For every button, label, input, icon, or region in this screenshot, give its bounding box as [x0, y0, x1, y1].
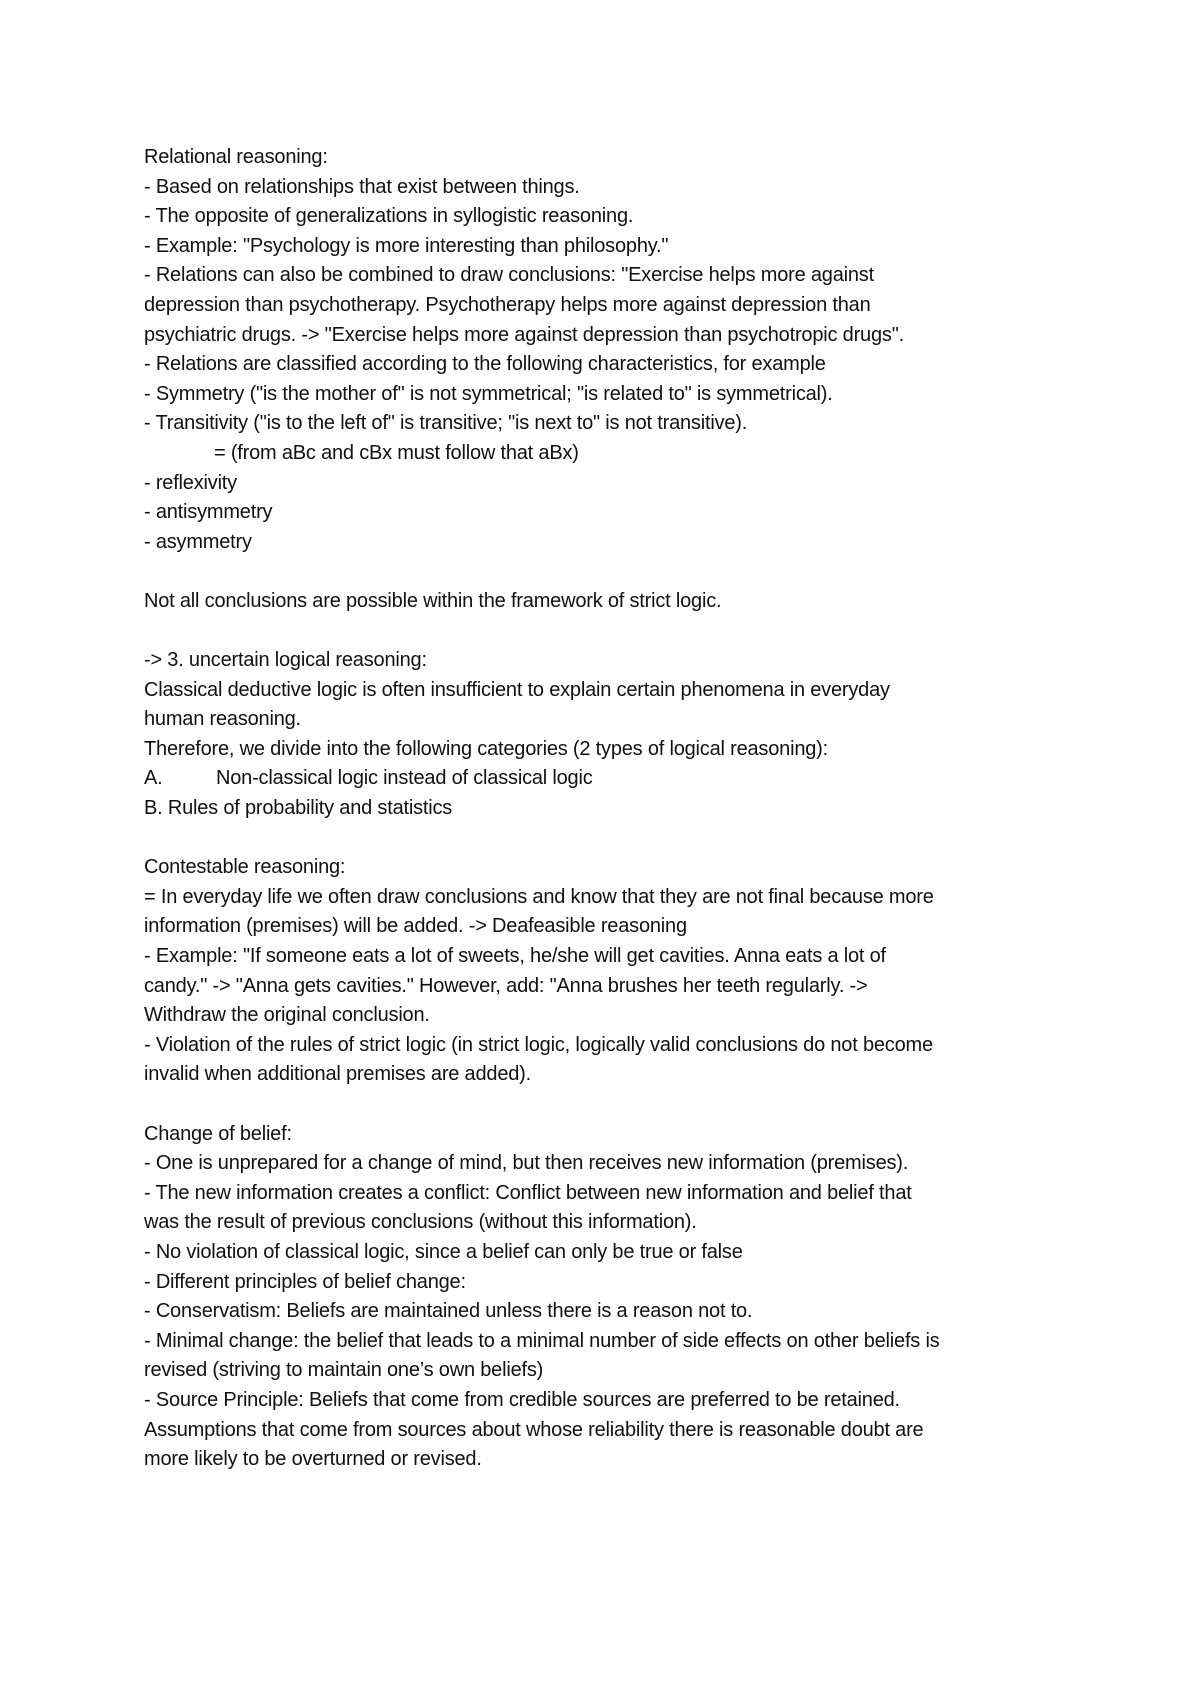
heading-change-of-belief: Change of belief:: [144, 1122, 292, 1145]
relational-line-13: - asymmetry: [144, 530, 252, 553]
belief-line-5: - Different principles of belief change:: [144, 1270, 466, 1293]
uncertain-line-1: Classical deductive logic is often insufficient to explain certain phenomena in everyday: [144, 678, 890, 701]
relational-line-11: - reflexivity: [144, 471, 237, 494]
contestable-line-5: Withdraw the original conclusion.: [144, 1004, 430, 1027]
belief-line-10: Assumptions that come from sources about whose reliability there is reasonable doubt are: [144, 1418, 924, 1441]
contestable-line-7: invalid when additional premises are added).: [144, 1063, 531, 1086]
relational-line-10: = (from aBc and cBx must follow that aBx): [214, 441, 579, 464]
belief-line-9: - Source Principle: Beliefs that come from credible sources are preferred to be retained.: [144, 1388, 900, 1411]
relational-line-1: - Based on relationships that exist between things.: [144, 175, 580, 198]
spacer: [144, 1090, 1074, 1120]
list-item-a: [144, 764, 1074, 794]
spacer: [144, 617, 1074, 647]
contestable-line-6: - Violation of the rules of strict logic (in strict logic, logically valid conclusions do not become: [144, 1033, 933, 1056]
contestable-line-1: = In everyday life we often draw conclusions and know that they are not final because more: [144, 885, 934, 908]
belief-line-6: - Conservatism: Beliefs are maintained unless there is a reason not to.: [144, 1300, 753, 1323]
belief-line-11: more likely to be overturned or revised.: [144, 1448, 482, 1471]
heading-contestable-reasoning: Contestable reasoning:: [144, 856, 346, 879]
list-item-b: B. Rules of probability and statistics: [144, 797, 453, 820]
list-item-a-marker: A.: [144, 767, 163, 790]
belief-line-7: - Minimal change: the belief that leads to a minimal number of side effects on other beliefs is: [144, 1329, 940, 1352]
document-body: [144, 143, 1074, 1475]
spacer: [144, 557, 1074, 587]
uncertain-line-2: human reasoning.: [144, 708, 301, 731]
contestable-line-4: candy." -> "Anna gets cavities." However, add: "Anna brushes her teeth regularly. ->: [144, 974, 868, 997]
relational-line-7: - Relations are classified according to the following characteristics, for example: [144, 353, 826, 376]
relational-line-12: - antisymmetry: [144, 501, 273, 524]
belief-line-1: - One is unprepared for a change of mind, but then receives new information (premises).: [144, 1152, 909, 1175]
uncertain-line-3: Therefore, we divide into the following categories (2 types of logical reasoning):: [144, 737, 828, 760]
relational-line-3: - Example: "Psychology is more interesting than philosophy.": [144, 234, 669, 257]
relational-line-5: depression than psychotherapy. Psychotherapy helps more against depression than: [144, 293, 871, 316]
contestable-line-2: information (premises) will be added. -> Deafeasible reasoning: [144, 915, 687, 938]
not-all-conclusions-line: Not all conclusions are possible within the framework of strict logic.: [144, 589, 722, 612]
belief-line-8: revised (striving to maintain one’s own beliefs): [144, 1359, 544, 1382]
heading-uncertain-reasoning: -> 3. uncertain logical reasoning:: [144, 649, 427, 672]
relational-line-2: - The opposite of generalizations in syllogistic reasoning.: [144, 205, 634, 228]
relational-line-9: - Transitivity ("is to the left of" is transitive; "is next to" is not transitive).: [144, 412, 748, 435]
belief-line-4: - No violation of classical logic, since a belief can only be true or false: [144, 1240, 743, 1263]
contestable-line-3: - Example: "If someone eats a lot of sweets, he/she will get cavities. Anna eats a lot of: [144, 945, 886, 968]
relational-line-8: - Symmetry ("is the mother of" is not symmetrical; "is related to" is symmetrical).: [144, 382, 833, 405]
relational-line-6: psychiatric drugs. -> "Exercise helps more against depression than psychotropic drugs".: [144, 323, 904, 346]
belief-line-2: - The new information creates a conflict: Conflict between new information and belief that: [144, 1181, 912, 1204]
belief-line-3: was the result of previous conclusions (without this information).: [144, 1211, 697, 1234]
heading-relational-reasoning: Relational reasoning:: [144, 146, 328, 168]
spacer: [144, 824, 1074, 854]
relational-line-4: - Relations can also be combined to draw conclusions: "Exercise helps more against: [144, 264, 874, 287]
list-item-a-text: Non-classical logic instead of classical logic: [216, 767, 593, 790]
